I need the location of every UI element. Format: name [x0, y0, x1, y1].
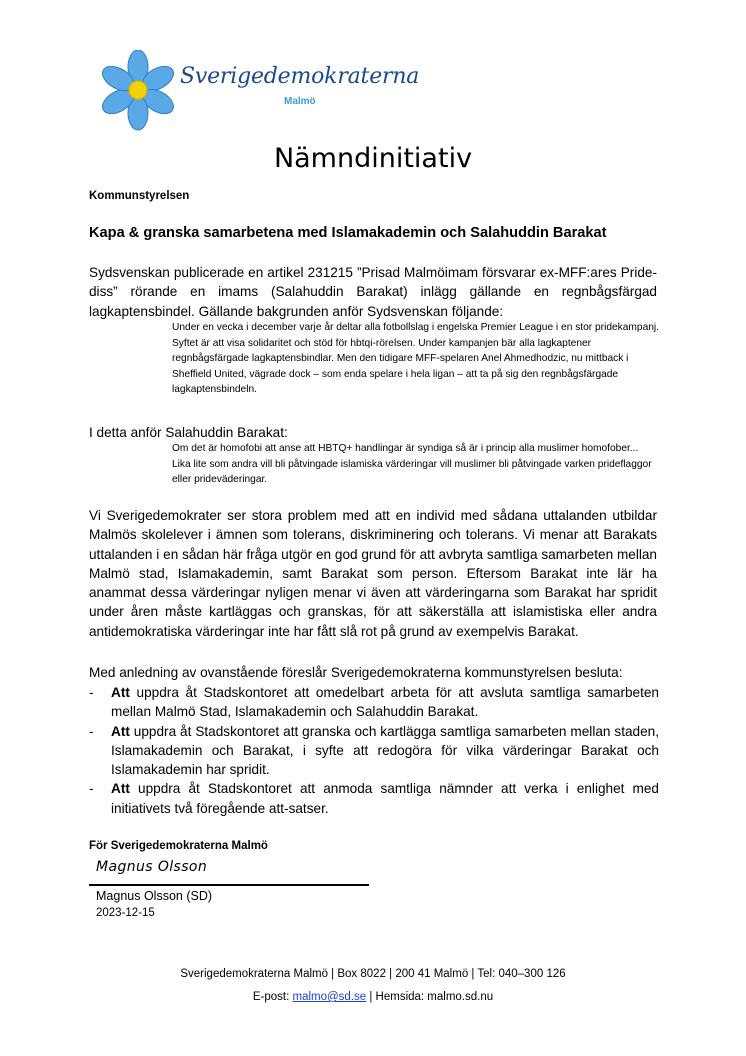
list-item: - Att uppdra åt Stadskontoret att omedelbart arbeta för att avsluta samtliga samarbeten mellan Malmö Stad, Islamakademin och Salahuddin Barakat. [89, 685, 659, 720]
footer-contact [0, 991, 746, 1003]
signature-line [89, 884, 369, 886]
footer-address: Sverigedemokraterna Malmö | Box 8022 | 200 41 Malmö | Tel: 040–300 126 [180, 968, 566, 980]
logo-city: Malmö [284, 96, 316, 107]
document-heading: Kapa & granska samarbetena med Islamakademin och Salahuddin Barakat [89, 225, 607, 241]
anemone-flower-icon [94, 50, 186, 132]
list-item: - Att uppdra åt Stadskontoret att anmoda samtliga nämnder att verka i enlighet med initiativets två föregående att-satser. [89, 781, 659, 816]
document-title: Nämndinitiativ [273, 143, 473, 174]
argument-paragraph: Vi Sverigedemokrater ser stora problem med att en individ med sådana uttalanden utbildar Malmös skolelever i ämnen som tolerans, diskriminering och tolerans. Vi menar att Barakats uttalanden i en sådan här fråga utgör en god grund för att avbryta samtliga samarbeten mellan Malmö stad, Islamakademin, samt Barakat som person. Eftersom Barakat inte lär ha anammat dessa värderingar nyligen menar vi även att värderingarna som Barakat har spridit under åren måste kartläggas och granskas, för att säkerställa att islamistiska eller andra antidemokratiska värderingar inte har fått slå rot på grund av exempelvis Barakat. [89, 508, 657, 639]
handwritten-signature: Magnus Olsson [96, 859, 208, 875]
committee-label: Kommunstyrelsen [89, 190, 190, 202]
quote-barakat: Om det är homofobi att anse att HBTQ+ handlingar är syndiga så är i princip alla muslimer homofober... Lika lite som andra vill bli påtvingade islamiska värderingar vill muslimer bli påtvingade varken prideflaggor eller prideväderingar. [172, 443, 652, 486]
proposal-list [89, 683, 659, 818]
proposal-lead: Med anledning av ovanstående föreslår Sverigedemokraterna kommunstyrelsen besluta: [89, 665, 623, 680]
list-item: - Att uppdra åt Stadskontoret att granska och kartlägga samtliga samarbeten mellan staden, Islamakademin och Barakat, i syfte att redogöra för vilka värderingar Barakat och Islamakademin har spridit. [89, 723, 659, 778]
logo-wordmark: Sverigedemokraterna [180, 64, 420, 89]
email-link[interactable]: malmo@sd.se [292, 991, 367, 1003]
document-date: 2023-12-15 [96, 907, 155, 919]
signature-heading: För Sverigedemokraterna Malmö [89, 840, 268, 852]
email-label: E-post: [252, 991, 293, 1003]
quote-sydsvenskan: Under en vecka i december varje år deltar alla fotbollslag i engelska Premier League i en stor pridekampanj. Syftet är att visa solidaritet och stöd för hbtqi-rörelsen. Under kampanjen bär alla lagkaptener regnbågsfärgade lagkaptensbindlar. Men den tidigare MFF-spelaren Anel Ahmedhodzic, nu mittback i Sheffield United, vägrade dock – som enda spelare i hela ligan – att ta på sig den regnbågsfärgade lagkaptensbindeln. [172, 322, 659, 396]
barakat-lead: I detta anför Salahuddin Barakat: [89, 425, 288, 440]
intro-paragraph: Sydsvenskan publicerade en artikel 231215 ”Prisad Malmöimam försvarar ex-MFF:ares Pride-diss” rörande en imams (Salahuddin Barakat) inlägg gällande en regnbågsfärgad lagkaptensbindel. Gällande bakgrunden anför Sydsvenskan följande: [89, 265, 657, 319]
signer-name: Magnus Olsson (SD) [96, 889, 213, 903]
website-label: | Hemsida: malmo.sd.nu [366, 991, 494, 1003]
party-logo [94, 50, 420, 135]
